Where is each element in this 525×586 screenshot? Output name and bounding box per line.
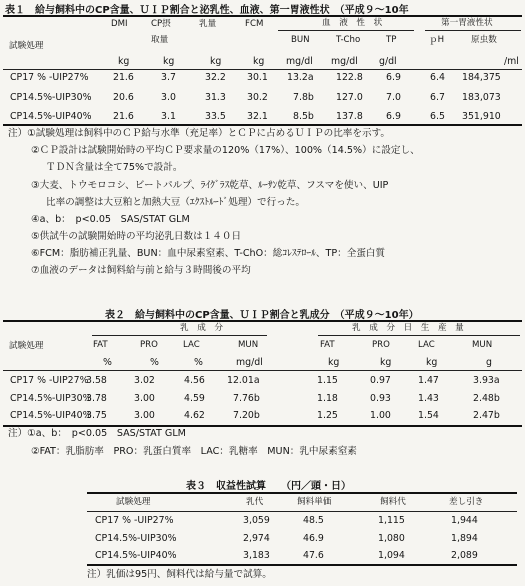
- t1-cell-tcho: 127.0: [336, 92, 363, 103]
- t2-cell-fat2: 1.15: [317, 375, 338, 386]
- t1-cell-ph: 6.7: [430, 92, 445, 103]
- t3-header-rule: [87, 511, 517, 512]
- t1-cell-protozoa: 183,073: [462, 92, 501, 103]
- t2-cell-fat: 3.75: [86, 410, 107, 421]
- t3-cell-unit: 46.9: [303, 533, 324, 544]
- t1-cell-bun: 8.5b: [293, 111, 314, 122]
- t2-cell-pro: 3.00: [134, 393, 155, 404]
- t3-cell-unit: 47.6: [303, 550, 324, 561]
- t2-unit-lac: %: [194, 357, 203, 368]
- t2-header-lac: LAC: [183, 340, 200, 350]
- t1-header-bun: BUN: [291, 35, 310, 45]
- t2-header-fat: FAT: [93, 340, 108, 350]
- t3-cell-milk: 3,059: [243, 515, 270, 526]
- t1-cell-dmi: 21.6: [113, 111, 134, 122]
- t2-cell-fat2: 1.25: [317, 410, 338, 421]
- t3-cell-diff: 2,089: [451, 550, 478, 561]
- t1-note: ④a、b： p<0.05 SAS/STAT GLM: [31, 214, 190, 225]
- t1-cell-dmi: 21.6: [113, 72, 134, 83]
- t1-rumen-rule: [425, 30, 521, 31]
- table1-caption: 表１ 給与飼料中のCP含量、ＵＩＰ割合と泌乳性、血液、第一胃液性状 （平成９～10年: [5, 5, 409, 16]
- t1-header-tp: TP: [386, 35, 397, 45]
- t1-cell-ph: 6.5: [430, 111, 445, 122]
- t1-cell-tp: 6.9: [386, 111, 401, 122]
- t1-cell-tcho: 137.8: [336, 111, 363, 122]
- table3-caption: 表３ 収益性試算 （円／頭・日）: [186, 481, 351, 492]
- t3-cell-unit: 48.5: [303, 515, 324, 526]
- t1-header-rule: [3, 69, 522, 70]
- t1-header-cp2: 取量: [151, 35, 169, 45]
- t2-header-pro2: PRO: [372, 340, 390, 350]
- t2-cell-mun2: 2.48b: [473, 393, 500, 404]
- t3-row-name: CP14.5%-UIP30%: [95, 533, 177, 544]
- table1-top-rule: [3, 15, 522, 17]
- t2-header-mun: MUN: [238, 340, 259, 350]
- t2-cell-fat: 3.58: [86, 375, 107, 386]
- t1-note: 注）①試験処理は飼料中のＣＰ給与水準（充足率）とＣＰに占めるＵＩＰの比率を示す。: [8, 128, 390, 139]
- t1-cell-milk: 31.3: [205, 92, 226, 103]
- t2-cell-fat2: 1.18: [317, 393, 338, 404]
- t2-header-mun2: MUN: [472, 340, 493, 350]
- t2-unit-pro2: kg: [380, 357, 392, 368]
- t1-row-name: CP14.5%-UIP40%: [10, 111, 92, 122]
- t1-unit-fcm: kg: [253, 56, 265, 67]
- table2-top-rule: [3, 320, 522, 322]
- t1-note: ＴＤＮ含量は全て75%で設計。: [46, 162, 183, 173]
- t1-cell-dmi: 20.6: [113, 92, 134, 103]
- t2-header-pro: PRO: [140, 340, 158, 350]
- t2-row-name: CP14.5%-UIP30%: [10, 393, 92, 404]
- t2-yield-rule: [318, 335, 520, 336]
- t3-cell-diff: 1,894: [451, 533, 478, 544]
- t1-cell-fcm: 32.1: [247, 111, 268, 122]
- t1-unit-dmi: kg: [118, 56, 130, 67]
- t1-row-name: CP14.5%-UIP30%: [10, 92, 92, 103]
- t1-header-protozoa: 原虫数: [471, 35, 497, 45]
- t1-unit-milk: kg: [210, 56, 222, 67]
- t1-header-blood: 血 液 性 状: [322, 18, 383, 28]
- t2-note: ②FAT：乳脂肪率 PRO：乳蛋白質率 LAC：乳糖率 MUN：乳中尿素窒素: [31, 446, 357, 457]
- t1-cell-cp: 3.1: [161, 111, 176, 122]
- t1-header-fcm: FCM: [245, 19, 264, 29]
- t2-cell-lac: 4.59: [184, 393, 205, 404]
- t3-header-unit: 飼料単価: [297, 497, 332, 507]
- t2-cell-mun: 7.20b: [233, 410, 260, 421]
- t3-note: 注）乳価は95円、飼料代は給与量で試算。: [87, 569, 272, 580]
- t2-row-name: CP14.5%-UIP40%: [10, 410, 92, 421]
- t1-unit-tp: g/dl: [379, 56, 397, 67]
- t2-cell-pro2: 0.97: [370, 375, 391, 386]
- table2-caption: 表２ 給与飼料中のCP含量、ＵＩＰ割合と乳成分 （平成９～10年）: [105, 310, 419, 321]
- t2-header-composition: 乳 成 分: [180, 323, 223, 333]
- t2-header-yield: 乳 成 分 日 生 産 量: [352, 323, 464, 333]
- t1-cell-cp: 3.7: [161, 72, 176, 83]
- t2-row-name: CP17 % -UIP27%: [10, 375, 89, 386]
- t2-composition-rule: [92, 335, 267, 336]
- t2-cell-pro2: 0.93: [370, 393, 391, 404]
- t3-cell-feed: 1,080: [378, 533, 405, 544]
- t2-unit-mun2: g: [486, 357, 492, 368]
- t3-header-diff: 差し引き: [449, 497, 484, 507]
- t1-header-dmi: DMI: [111, 19, 128, 29]
- t3-cell-feed: 1,115: [378, 515, 405, 526]
- t3-cell-milk: 2,974: [243, 533, 270, 544]
- t1-header-rumen: 第一胃液性状: [441, 18, 493, 28]
- t1-header-treatment: 試験処理: [9, 41, 44, 51]
- t1-header-cp: CP摂: [151, 19, 171, 29]
- t1-cell-ph: 6.4: [430, 72, 445, 83]
- t1-unit-cp: kg: [163, 56, 175, 67]
- t1-cell-tcho: 122.8: [336, 72, 363, 83]
- t3-header-milk: 乳代: [246, 497, 264, 507]
- t3-cell-feed: 1,094: [378, 550, 405, 561]
- t1-cell-fcm: 30.2: [247, 92, 268, 103]
- t1-header-milk: 乳量: [199, 19, 217, 29]
- t3-cell-milk: 3,183: [243, 550, 270, 561]
- t1-note: 比率の調整は大豆粕と加熱大豆（ｴｸｽﾄﾙｰﾄﾞ処理）で行った。: [46, 197, 306, 208]
- t2-header-rule: [3, 370, 522, 371]
- t2-cell-pro: 3.00: [134, 410, 155, 421]
- t2-unit-fat: %: [103, 357, 112, 368]
- t1-cell-cp: 3.0: [161, 92, 176, 103]
- t1-cell-fcm: 30.1: [247, 72, 268, 83]
- t2-unit-lac2: kg: [426, 357, 438, 368]
- t1-cell-tp: 7.0: [386, 92, 401, 103]
- t2-header-treatment: 試験処理: [9, 341, 44, 351]
- t1-note: ⑦血液のデータは飼料給与前と給与３時間後の平均: [31, 265, 251, 276]
- t1-cell-tp: 6.9: [386, 72, 401, 83]
- t2-cell-lac2: 1.47: [418, 375, 439, 386]
- t2-header-lac2: LAC: [418, 340, 435, 350]
- t2-cell-mun2: 2.47b: [473, 410, 500, 421]
- t1-note: ③大麦、トウモロコシ、ビートパルプ、ﾗｲｸﾞﾗｽ乾草、ﾙｰｻﾝ乾草、フスマを使い、UIP: [31, 180, 389, 191]
- t1-cell-milk: 33.5: [205, 111, 226, 122]
- t1-cell-milk: 32.2: [205, 72, 226, 83]
- t3-row-name: CP14.5%-UIP40%: [95, 550, 177, 561]
- t2-cell-mun2: 3.93a: [473, 375, 500, 386]
- t1-cell-protozoa: 184,375: [462, 72, 501, 83]
- t2-cell-lac2: 1.54: [418, 410, 439, 421]
- t2-cell-pro: 3.02: [134, 375, 155, 386]
- t1-row-name: CP17 % -UIP27%: [10, 72, 89, 83]
- t1-header-tcho: T-Cho: [336, 35, 361, 45]
- t2-unit-fat2: kg: [328, 357, 340, 368]
- t2-unit-mun: mg/dl: [236, 357, 263, 368]
- t1-unit-bun: mg/dl: [286, 56, 313, 67]
- t2-cell-mun: 7.76b: [233, 393, 260, 404]
- t2-unit-pro: %: [150, 357, 159, 368]
- t2-header-fat2: FAT: [320, 340, 335, 350]
- t2-cell-lac: 4.62: [184, 410, 205, 421]
- t1-note: ⑤供試牛の試験開始時の平均泌乳日数は１４０日: [31, 231, 242, 242]
- t1-cell-bun: 7.8b: [293, 92, 314, 103]
- t3-row-name: CP17 % -UIP27%: [95, 515, 174, 526]
- table3-top-rule: [87, 492, 517, 494]
- t1-cell-protozoa: 351,910: [462, 111, 501, 122]
- t2-note: 注）①a、b： p<0.05 SAS/STAT GLM: [8, 428, 186, 439]
- t1-unit-protozoa: /ml: [504, 56, 519, 67]
- t2-cell-lac2: 1.43: [418, 393, 439, 404]
- t1-cell-bun: 13.2a: [287, 72, 314, 83]
- t2-cell-pro2: 1.00: [370, 410, 391, 421]
- t1-note: ⑥FCM：脂肪補正乳量、BUN：血中尿素窒素、T-ChO：総ｺﾚｽﾃﾛｰﾙ、TP：全蛋白質: [31, 248, 386, 259]
- t3-header-feed: 飼料代: [380, 497, 406, 507]
- t3-header-treatment: 試験処理: [116, 497, 151, 507]
- t3-cell-diff: 1,944: [451, 515, 478, 526]
- t1-note: ②ＣＰ設計は試験開始時の平均ＣＰ要求量の120%（17%）、100%（14.5%）に設定し、: [31, 145, 420, 156]
- t1-blood-rule: [278, 30, 414, 31]
- t2-cell-fat: 3.78: [86, 393, 107, 404]
- t1-header-ph: ｐH: [429, 35, 445, 45]
- t2-cell-mun: 12.01a: [227, 375, 260, 386]
- t1-unit-tcho: mg/dl: [331, 56, 358, 67]
- t2-cell-lac: 4.56: [184, 375, 205, 386]
